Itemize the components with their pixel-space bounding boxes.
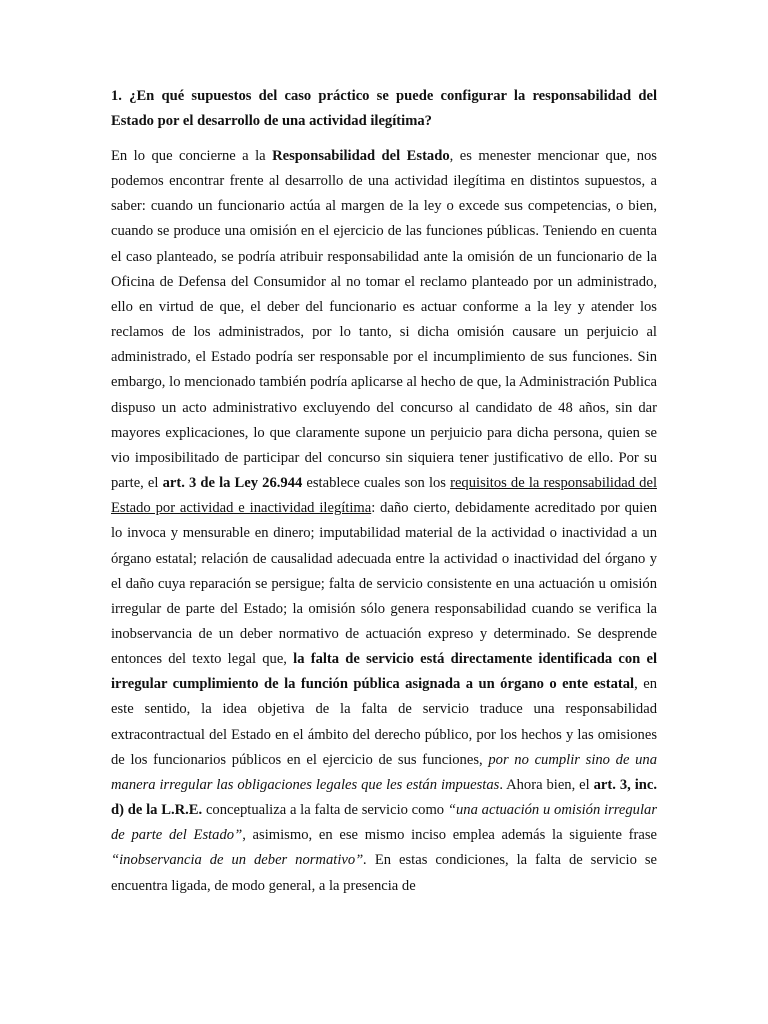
emphasis-run: “inobservancia de un deber normativo”. — [111, 852, 367, 869]
emphasis-run: “una actuación u omisión irregular de parte del Estado” — [111, 802, 658, 844]
text-run: : daño cierto, debidamente acreditado por quien lo invoca y mensurable en dinero; imputabilidad material de la actividad o inactividad a un órgano estatal; relación de causalidad adecuada entre la actividad o inactividad del órgano y el daño cuya reparación se persigue; falta de servicio consistente en una actuación u omisión irregular de parte del Estado; la omisión sólo genera responsabilidad cuando se verifica la inobservancia de un deber normativo de actuación expreso y determinado. Se desprende entonces del texto legal que, — [111, 500, 658, 668]
text-run: , es menester mencionar que, nos podemos encontrar frente al desarrollo de una actividad ilegítima en distintos supuestos, a saber: cuando un funcionario actúa al margen de la ley o excede sus competencias, o bien, cuando se produce una omisión en el ejercicio de las funciones públicas. Teniendo en cuenta el caso planteado, se podría atribuir responsabilidad ante la omisión de un funcionario de la Oficina de Defensa del Consumidor al no tomar el reclamo planteado por un administrado, ello en virtud de que, el deber del funcionario es actuar conforme a la ley y atender los reclamos de los administrados, por lo tanto, si dicha omisión causare un perjuicio al administrado, el Estado podría ser responsable por el incumplimiento de sus funciones. Sin embargo, lo mencionado también podría aplicarse al hecho de que, la Administración Publica dispuso un acto administrativo excluyendo del concurso al candidato de 48 años, sin dar mayores explicaciones, lo que claramente supone un perjuicio para dicha persona, quien se vio imposibilitado de participar del concurso sin siquiera tener justificativo de ello. Por su parte, el — [111, 148, 657, 492]
emphasis-run: la falta de servicio está directamente identificada con el irregular cumplimiento de la función pública asignada a un órgano o ente estatal — [111, 651, 657, 693]
emphasis-run: art. 3, inc. d) de la L.R.E. — [111, 776, 657, 819]
question-heading — [111, 84, 657, 134]
text-run: , en este sentido, la idea objetiva de la falta de servicio traduce una responsabilidad extracontractual del Estado en el ámbito del derecho público, por los hechos y las omisiones de los funcionarios públicos en el ejercicio de sus funciones, — [111, 676, 657, 768]
question-number: 1. — [111, 88, 122, 104]
question-text: ¿En qué supuestos del caso práctico se puede configurar la responsabilidad del Estado por el desarrollo de una actividad ilegítima? — [111, 88, 657, 129]
body-paragraph — [111, 144, 657, 899]
emphasis-run: Responsabilidad del Estado — [272, 148, 450, 164]
text-run: En lo que concierne a la — [111, 148, 273, 164]
text-run: . Ahora bien, el — [499, 776, 594, 793]
emphasis-run: por no cumplir sino de una manera irregular las obligaciones legales que les están impuestas — [111, 751, 657, 793]
text-run: , asimismo, en ese mismo inciso emplea además la siguiente frase — [242, 827, 658, 844]
text-run: conceptualiza a la falta de servicio como — [202, 802, 448, 819]
text-run: establece cuales son los — [302, 475, 451, 492]
text-run: En estas condiciones, la falta de servicio se encuentra ligada, de modo general, a la presencia de — [111, 852, 657, 894]
emphasis-run: requisitos de la responsabilidad del Estado por actividad e inactividad ilegítima — [111, 475, 657, 517]
emphasis-run: art. 3 de la Ley 26.944 — [162, 475, 303, 492]
